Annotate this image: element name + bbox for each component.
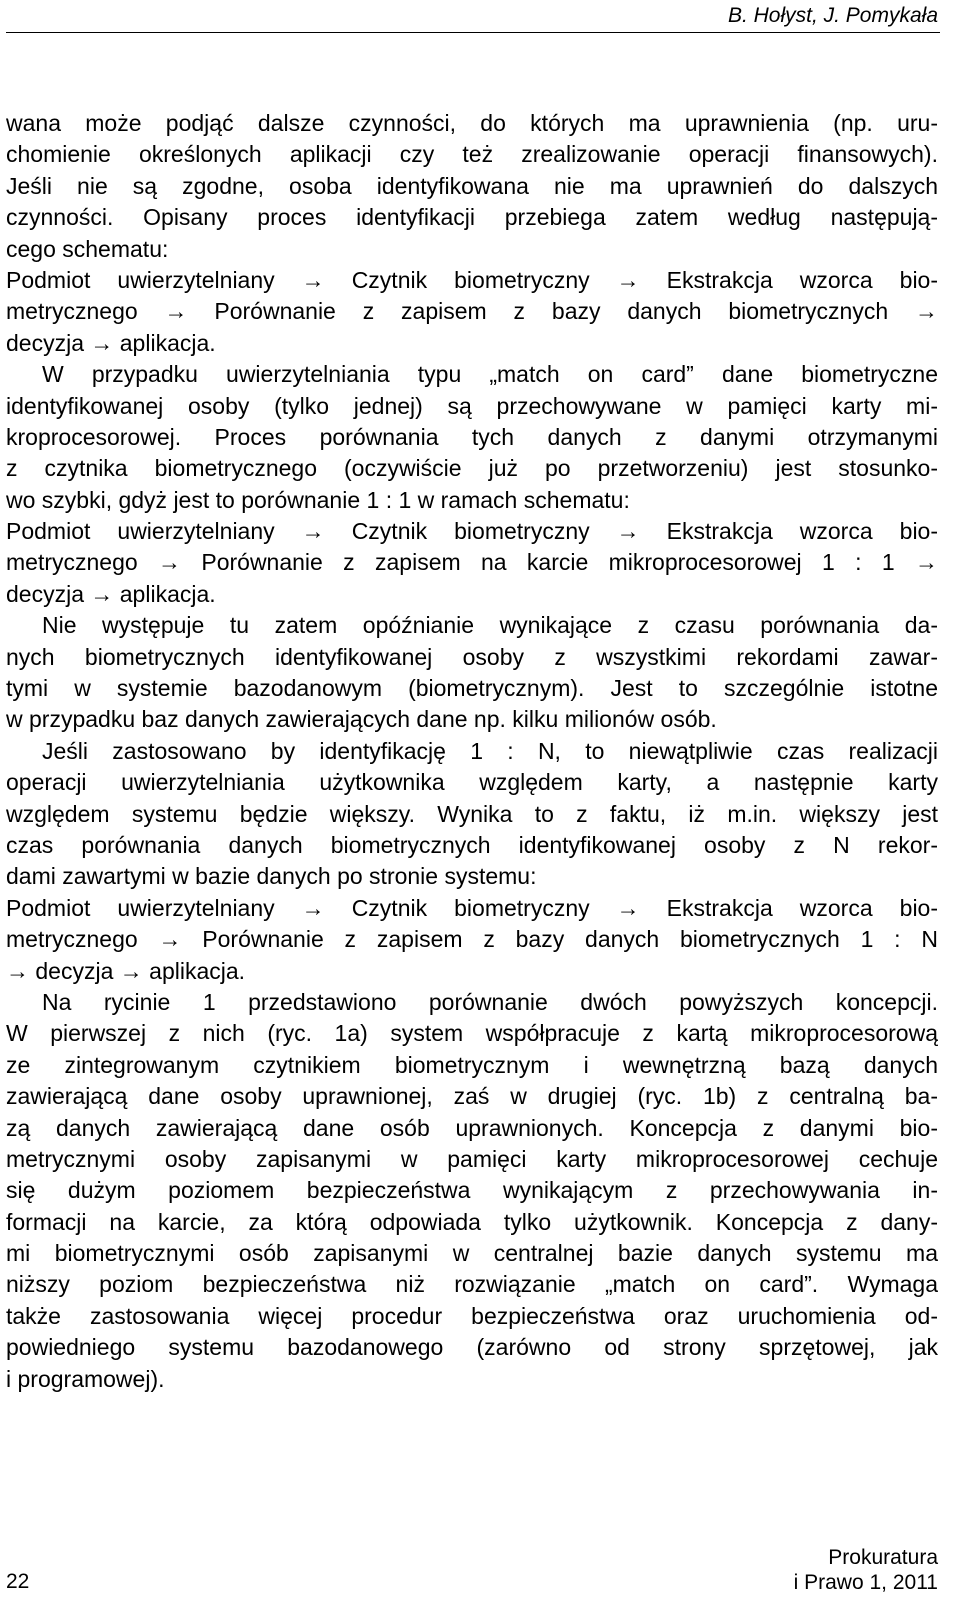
text-line: Podmiot uwierzytelniany → Czytnik biometryczny → Ekstrakcja wzorca bio- (6, 518, 938, 545)
body-text (6, 108, 938, 1395)
text-line: Na rycinie 1 przedstawiono porównanie dwóch powyższych koncepcji. (42, 988, 938, 1015)
text-line: mi biometrycznymi osób zapisanymi w centralnej bazie danych systemu ma (6, 1240, 938, 1267)
text-line: metrycznego → Porównanie z zapisem z bazy danych biometrycznych → (6, 298, 938, 325)
text-line: także zastosowania więcej procedur bezpieczeństwa oraz uruchomienia od- (6, 1302, 938, 1329)
text-line: względem systemu będzie większy. Wynika to z faktu, iż m.in. większy jest (6, 800, 938, 827)
text-line: tymi w systemie bazodanowym (biometrycznym). Jest to szczególnie istotne (6, 675, 938, 702)
text-line: nych biometrycznych identyfikowanej osoby z wszystkimi rekordami zawar- (6, 643, 938, 670)
text-line: dami zawartymi w bazie danych po stronie systemu: (6, 863, 537, 890)
page-number: 22 (6, 1570, 30, 1593)
text-line: Jeśli nie są zgodne, osoba identyfikowana nie ma uprawnień do dalszych (6, 172, 938, 199)
text-line: wo szybki, gdyż jest to porównanie 1 : 1 w ramach schematu: (6, 486, 630, 513)
header-divider (6, 32, 940, 33)
text-line: metrycznego → Porównanie z zapisem z bazy danych biometrycznych 1 : N (6, 926, 938, 953)
text-line: ze zintegrowanym czytnikiem biometrycznym i wewnętrzną bazą danych (6, 1051, 938, 1078)
text-line: W przypadku uwierzytelniania typu „match on card” dane biometryczne (42, 361, 938, 388)
text-line: i programowej). (6, 1365, 165, 1392)
text-line: W pierwszej z nich (ryc. 1a) system współpracuje z kartą mikroprocesorową (6, 1020, 938, 1047)
text-line: Nie występuje tu zatem opóźnianie wynikające z czasu porównania da- (42, 612, 938, 639)
text-line: kroprocesorowej. Proces porównania tych danych z danymi otrzymanymi (6, 423, 938, 450)
text-line: niższy poziom bezpieczeństwa niż rozwiązanie „match on card”. Wymaga (6, 1271, 938, 1298)
running-header-author: B. Hołyst, J. Pomykała (727, 4, 938, 27)
journal-issue: i Prawo 1, 2011 (793, 1571, 938, 1594)
journal-name: Prokuratura (828, 1546, 938, 1569)
text-line: formacji na karcie, za którą odpowiada tylko użytkownik. Koncepcja z dany- (6, 1208, 938, 1235)
text-line: cego schematu: (6, 235, 169, 262)
text-line: się dużym poziomem bezpieczeństwa wynikającym z przechowywania in- (6, 1177, 938, 1204)
text-line: Jeśli zastosowano by identyfikację 1 : N, to niewątpliwie czas realizacji (42, 737, 938, 764)
text-line: Podmiot uwierzytelniany → Czytnik biometryczny → Ekstrakcja wzorca bio- (6, 266, 938, 293)
text-line: identyfikowanej osoby (tylko jednej) są przechowywane w pamięci karty mi- (6, 392, 938, 419)
text-line: decyzja → aplikacja. (6, 580, 216, 607)
text-line: powiedniego systemu bazodanowego (zarówno od strony sprzętowej, jak (6, 1334, 938, 1361)
text-line: czas porównania danych biometrycznych identyfikowanej osoby z N rekor- (6, 831, 938, 858)
text-line: w przypadku baz danych zawierających dane np. kilku milionów osób. (6, 706, 717, 733)
text-line: czynności. Opisany proces identyfikacji przebiega zatem według następują- (6, 204, 938, 231)
text-line: Podmiot uwierzytelniany → Czytnik biometryczny → Ekstrakcja wzorca bio- (6, 894, 938, 921)
journal-footer (794, 1545, 938, 1595)
text-line: metrycznymi osoby zapisanymi w pamięci karty mikroprocesorowej cechuje (6, 1145, 938, 1172)
text-line: zawierającą dane osoby uprawnionej, zaś w drugiej (ryc. 1b) z centralną ba- (6, 1083, 938, 1110)
text-line: metrycznego → Porównanie z zapisem na karcie mikroprocesorowej 1 : 1 → (6, 549, 938, 576)
text-line: zą danych zawierającą dane osób uprawnionych. Koncepcja z danymi bio- (6, 1114, 938, 1141)
text-line: operacji uwierzytelniania użytkownika względem karty, a następnie karty (6, 769, 938, 796)
text-line: z czytnika biometrycznego (oczywiście już po przetworzeniu) jest stosunko- (6, 455, 938, 482)
text-line: wana może podjąć dalsze czynności, do których ma uprawnienia (np. uru- (6, 110, 938, 136)
text-line: decyzja → aplikacja. (6, 329, 216, 356)
text-line: → decyzja → aplikacja. (6, 957, 246, 984)
text-line: chomienie określonych aplikacji czy też zrealizowanie operacji finansowych). (6, 141, 938, 168)
